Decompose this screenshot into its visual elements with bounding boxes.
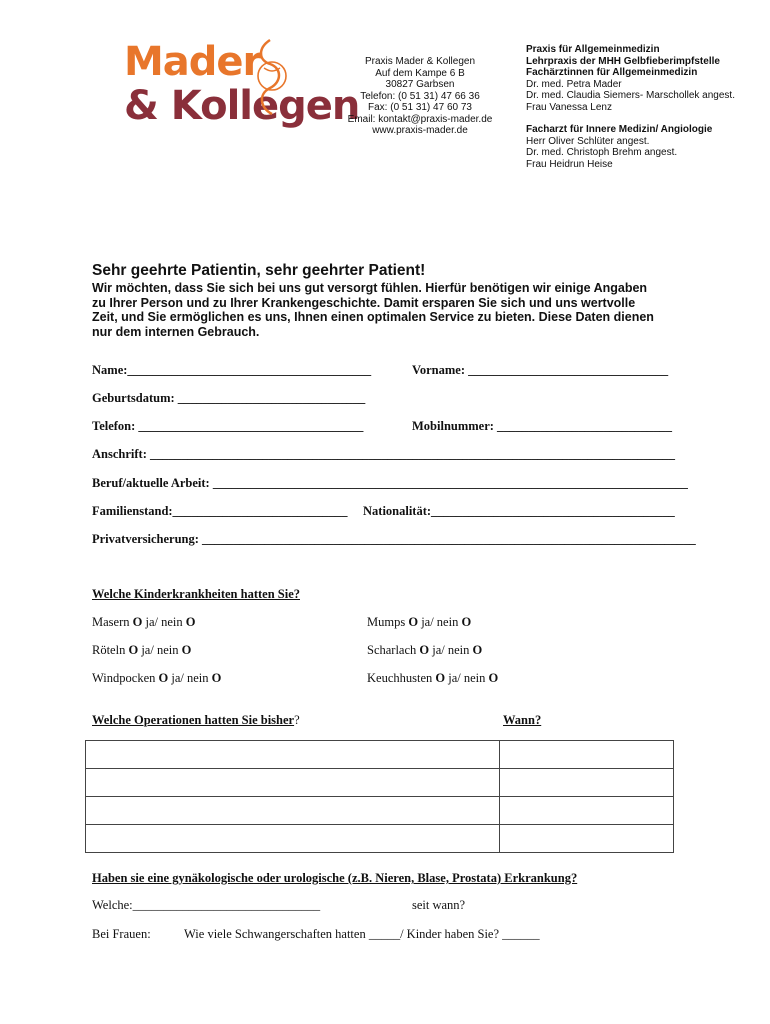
intro-line: Wir möchten, dass Sie sich bei uns gut versorgt fühlen. Hierfür benötigen wir einige Angaben	[92, 281, 648, 295]
telefon-field[interactable]: Telefon: ____________________________________	[92, 419, 364, 433]
seit-wann-field[interactable]: seit wann?	[412, 898, 466, 912]
disease-label: Mumps	[367, 615, 409, 629]
geburtsdatum-field[interactable]: Geburtsdatum: ______________________________	[92, 391, 366, 405]
intro-line: nur dem internen Gebrauch.	[92, 324, 260, 339]
table-row	[86, 769, 674, 797]
checkbox-nein[interactable]: O	[472, 643, 483, 657]
practice-city: 30827 Garbsen	[385, 79, 455, 90]
disease-scharlach[interactable]	[367, 643, 482, 658]
doctor-heading: Praxis für Allgemeinmedizin	[526, 44, 660, 55]
operation-cell[interactable]	[86, 825, 500, 853]
intro-line: zu Ihrer Person und zu Ihrer Krankengeschichte. Damit ersparen Sie sich und uns wertvolle	[92, 295, 636, 310]
doctor-heading: Facharzt für Innere Medizin/ Angiologie	[526, 124, 713, 135]
operation-date-cell[interactable]	[500, 825, 674, 853]
intro-line: Zeit, und Sie ermöglichen es uns, Ihnen einen optimalen Service zu bieten. Diese Daten dienen	[92, 310, 654, 325]
disease-windpocken[interactable]	[92, 671, 221, 686]
disease-roeteln[interactable]	[92, 643, 191, 658]
disease-label: Masern	[92, 615, 133, 629]
doctor-name: Frau Vanessa Lenz	[526, 101, 612, 113]
diseases-heading: Welche Kinderkrankheiten hatten Sie?	[92, 587, 300, 601]
disease-mumps[interactable]	[367, 615, 471, 630]
checkbox-nein[interactable]: O	[461, 615, 472, 629]
operation-cell[interactable]	[86, 769, 500, 797]
name-field[interactable]: Name:_______________________________________	[92, 363, 372, 377]
bei-frauen-label: Bei Frauen:	[92, 927, 151, 941]
checkbox-ja[interactable]: O	[128, 643, 139, 657]
doctor-name: Frau Heidrun Heise	[526, 158, 613, 170]
vorname-field[interactable]: Vorname: ________________________________	[412, 363, 669, 377]
operation-cell[interactable]	[86, 797, 500, 825]
operations-heading	[92, 713, 300, 728]
operations-qmark: ?	[294, 713, 300, 727]
intro-text	[92, 281, 692, 339]
disease-label: Keuchhusten	[367, 671, 436, 685]
privatversicherung-field[interactable]: Privatversicherung: _______________________________________________________________________________	[92, 532, 696, 546]
logo-mader: Mader	[124, 39, 262, 85]
practice-website: www.praxis-mader.de	[372, 125, 468, 136]
table-row	[86, 797, 674, 825]
yes-no-label: ja/ nein	[168, 671, 212, 685]
disease-keuchhusten[interactable]	[367, 671, 498, 686]
yes-no-label: ja/ nein	[445, 671, 489, 685]
operations-table	[85, 740, 674, 853]
intro-title: Sehr geehrte Patientin, sehr geehrter Patient!	[92, 262, 426, 279]
practice-phone: Telefon: (0 51 31) 47 66 36	[360, 90, 480, 102]
checkbox-nein[interactable]: O	[488, 671, 499, 685]
checkbox-ja[interactable]: O	[419, 643, 430, 657]
anschrift-field[interactable]: Anschrift: ____________________________________________________________________________________	[92, 447, 675, 461]
checkbox-ja[interactable]: O	[132, 615, 143, 629]
operation-cell[interactable]	[86, 741, 500, 769]
yes-no-label: ja/ nein	[138, 643, 182, 657]
doctor-name: Dr. med. Petra Mader	[526, 78, 622, 90]
doctor-heading: Fachärztinnen für Allgemeinmedizin	[526, 67, 698, 78]
table-row	[86, 741, 674, 769]
welche-field[interactable]: Welche:______________________________	[92, 898, 321, 912]
logo-kollegen: & Kollegen	[124, 83, 360, 129]
practice-email: Email: kontakt@praxis-mader.de	[347, 113, 493, 125]
practice-street: Auf dem Kampe 6 B	[375, 67, 465, 79]
checkbox-nein[interactable]: O	[211, 671, 222, 685]
yes-no-label: ja/ nein	[429, 643, 473, 657]
checkbox-ja[interactable]: O	[408, 615, 419, 629]
nationalitaet-field[interactable]: Nationalität:_______________________________________	[363, 504, 675, 518]
doctor-heading: Lehrpraxis der MHH Gelbfieberimpfstelle	[526, 55, 720, 67]
yes-no-label: ja/ nein	[418, 615, 462, 629]
operations-heading-text: Welche Operationen hatten Sie bisher	[92, 713, 295, 727]
practice-fax: Fax: (0 51 31) 47 60 73	[368, 102, 472, 113]
beruf-field[interactable]: Beruf/aktuelle Arbeit: ____________________________________________________________________________	[92, 476, 688, 490]
logo-symbol-icon	[250, 38, 290, 118]
gyn-heading: Haben sie eine gynäkologische oder urologische (z.B. Nieren, Blase, Prostata) Erkrankung?	[92, 871, 578, 885]
pregnancies-field[interactable]: Wie viele Schwangerschaften hatten _____/ Kinder haben Sie? ______	[184, 927, 540, 941]
checkbox-ja[interactable]: O	[158, 671, 169, 685]
practice-address	[340, 56, 500, 137]
operation-date-cell[interactable]	[500, 769, 674, 797]
operation-date-cell[interactable]	[500, 741, 674, 769]
disease-label: Scharlach	[367, 643, 420, 657]
doctor-name: Dr. med. Christoph Brehm angest.	[526, 147, 678, 158]
doctor-name: Herr Oliver Schlüter angest.	[526, 135, 650, 147]
operations-when-heading: Wann?	[503, 713, 542, 727]
operation-date-cell[interactable]	[500, 797, 674, 825]
yes-no-label: ja/ nein	[142, 615, 186, 629]
checkbox-ja[interactable]: O	[435, 671, 446, 685]
disease-label: Windpocken	[92, 671, 159, 685]
disease-label: Röteln	[92, 643, 129, 657]
familienstand-field[interactable]: Familienstand:____________________________	[92, 504, 348, 518]
practice-name: Praxis Mader & Kollegen	[364, 56, 476, 67]
doctors-list	[526, 44, 766, 170]
checkbox-nein[interactable]: O	[185, 615, 196, 629]
doctor-name: Dr. med. Claudia Siemers- Marschollek angest.	[526, 90, 735, 101]
checkbox-nein[interactable]: O	[181, 643, 192, 657]
disease-masern[interactable]	[92, 615, 195, 630]
table-row	[86, 825, 674, 853]
mobilnummer-field[interactable]: Mobilnummer: ____________________________	[412, 419, 673, 433]
